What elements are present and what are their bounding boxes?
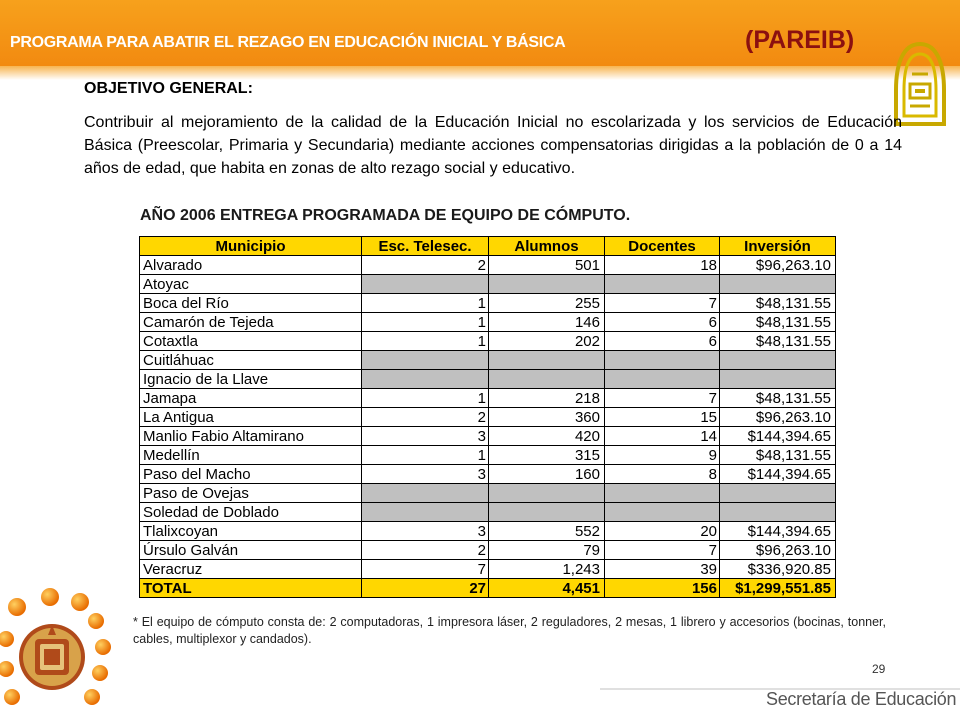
table-row bbox=[140, 389, 836, 408]
municipio-cell: Veracruz bbox=[140, 560, 362, 579]
value-cell bbox=[489, 484, 605, 503]
objective-text: Contribuir al mejoramiento de la calidad de la Educación Inicial no escolarizada y los servicios de Educación Básica (Preescolar, Primaria y Secundaria) mediante acciones compensatorias dirigidas a la población de 0 a 14 años de edad, que habita en zonas de alto rezago social y educativo. bbox=[84, 114, 902, 177]
value-cell: 2 bbox=[362, 541, 489, 560]
value-cell: 3 bbox=[362, 522, 489, 541]
value-cell: 7 bbox=[362, 560, 489, 579]
value-cell: 315 bbox=[489, 446, 605, 465]
municipio-cell: Úrsulo Galván bbox=[140, 541, 362, 560]
municipio-cell: Medellín bbox=[140, 446, 362, 465]
value-cell: 360 bbox=[489, 408, 605, 427]
municipio-cell: Cuitláhuac bbox=[140, 351, 362, 370]
municipio-cell: Jamapa bbox=[140, 389, 362, 408]
table-row bbox=[140, 370, 836, 389]
header-alumnos: Alumnos bbox=[489, 237, 605, 256]
municipio-cell: Boca del Río bbox=[140, 294, 362, 313]
table-row bbox=[140, 313, 836, 332]
table-body bbox=[140, 256, 836, 598]
total-row bbox=[140, 579, 836, 598]
municipio-cell: Paso del Macho bbox=[140, 465, 362, 484]
table-row bbox=[140, 332, 836, 351]
total-label: TOTAL bbox=[140, 579, 362, 598]
table-row bbox=[140, 408, 836, 427]
value-cell: 20 bbox=[605, 522, 720, 541]
value-cell: 255 bbox=[489, 294, 605, 313]
header-inversion: Inversión bbox=[720, 237, 836, 256]
municipio-cell: Alvarado bbox=[140, 256, 362, 275]
value-cell: 8 bbox=[605, 465, 720, 484]
total-value: $1,299,551.85 bbox=[720, 579, 836, 598]
value-cell: 2 bbox=[362, 408, 489, 427]
value-cell bbox=[489, 351, 605, 370]
value-cell: 1 bbox=[362, 313, 489, 332]
value-cell: 146 bbox=[489, 313, 605, 332]
value-cell: 552 bbox=[489, 522, 605, 541]
value-cell: 1 bbox=[362, 446, 489, 465]
value-cell bbox=[362, 484, 489, 503]
value-cell bbox=[720, 503, 836, 522]
value-cell: 1 bbox=[362, 389, 489, 408]
value-cell bbox=[720, 275, 836, 294]
value-cell bbox=[362, 503, 489, 522]
municipio-cell: Ignacio de la Llave bbox=[140, 370, 362, 389]
value-cell bbox=[720, 351, 836, 370]
value-cell: 14 bbox=[605, 427, 720, 446]
value-cell: 7 bbox=[605, 541, 720, 560]
value-cell: 7 bbox=[605, 294, 720, 313]
value-cell: 501 bbox=[489, 256, 605, 275]
value-cell bbox=[605, 484, 720, 503]
municipio-cell: Manlio Fabio Altamirano bbox=[140, 427, 362, 446]
value-cell bbox=[489, 370, 605, 389]
value-cell: 39 bbox=[605, 560, 720, 579]
total-value: 4,451 bbox=[489, 579, 605, 598]
footnote: * El equipo de cómputo consta de: 2 computadoras, 1 impresora láser, 2 reguladores, 2 mesas, 1 librero y accesorios (bocinas, tonner, cables, multiplexor y candados). bbox=[133, 615, 886, 646]
table-row bbox=[140, 351, 836, 370]
value-cell bbox=[605, 503, 720, 522]
value-cell bbox=[605, 275, 720, 294]
value-cell: $96,263.10 bbox=[720, 541, 836, 560]
value-cell: 1 bbox=[362, 294, 489, 313]
table-row bbox=[140, 446, 836, 465]
value-cell: 202 bbox=[489, 332, 605, 351]
table-header-row bbox=[140, 237, 836, 256]
total-value: 27 bbox=[362, 579, 489, 598]
value-cell bbox=[720, 484, 836, 503]
table-row bbox=[140, 256, 836, 275]
value-cell: 2 bbox=[362, 256, 489, 275]
value-cell: 3 bbox=[362, 427, 489, 446]
value-cell: 420 bbox=[489, 427, 605, 446]
objective-heading: OBJETIVO GENERAL: bbox=[84, 80, 253, 97]
value-cell: 160 bbox=[489, 465, 605, 484]
table-row bbox=[140, 275, 836, 294]
value-cell: $48,131.55 bbox=[720, 332, 836, 351]
value-cell bbox=[362, 275, 489, 294]
header-esc-telesec: Esc. Telesec. bbox=[362, 237, 489, 256]
value-cell: 3 bbox=[362, 465, 489, 484]
value-cell: $336,920.85 bbox=[720, 560, 836, 579]
value-cell: 9 bbox=[605, 446, 720, 465]
ministry-name: Secretaría de Educación bbox=[766, 689, 957, 709]
value-cell: 218 bbox=[489, 389, 605, 408]
table-row bbox=[140, 294, 836, 313]
value-cell: $144,394.65 bbox=[720, 465, 836, 484]
equipment-table bbox=[139, 236, 836, 598]
municipio-cell: Atoyac bbox=[140, 275, 362, 294]
municipio-cell: Cotaxtla bbox=[140, 332, 362, 351]
value-cell: 18 bbox=[605, 256, 720, 275]
value-cell: $96,263.10 bbox=[720, 256, 836, 275]
value-cell bbox=[605, 370, 720, 389]
value-cell bbox=[362, 370, 489, 389]
table-row bbox=[140, 484, 836, 503]
municipio-cell: La Antigua bbox=[140, 408, 362, 427]
municipio-cell: Paso de Ovejas bbox=[140, 484, 362, 503]
municipio-cell: Soledad de Doblado bbox=[140, 503, 362, 522]
veracruz-seal-icon bbox=[0, 585, 125, 720]
value-cell: 1 bbox=[362, 332, 489, 351]
municipio-cell: Tlalixcoyan bbox=[140, 522, 362, 541]
program-acronym: (PAREIB) bbox=[745, 26, 855, 54]
table-title: AÑO 2006 ENTREGA PROGRAMADA DE EQUIPO DE CÓMPUTO. bbox=[140, 207, 631, 224]
total-value: 156 bbox=[605, 579, 720, 598]
table-row bbox=[140, 522, 836, 541]
value-cell: $144,394.65 bbox=[720, 427, 836, 446]
value-cell: $144,394.65 bbox=[720, 522, 836, 541]
value-cell bbox=[720, 370, 836, 389]
municipio-cell: Camarón de Tejeda bbox=[140, 313, 362, 332]
value-cell bbox=[489, 275, 605, 294]
table-row bbox=[140, 541, 836, 560]
program-title: PROGRAMA PARA ABATIR EL REZAGO EN EDUCACIÓN INICIAL Y BÁSICA bbox=[10, 34, 566, 51]
table-row bbox=[140, 465, 836, 484]
value-cell: $96,263.10 bbox=[720, 408, 836, 427]
value-cell bbox=[362, 351, 489, 370]
value-cell: $48,131.55 bbox=[720, 294, 836, 313]
value-cell: 1,243 bbox=[489, 560, 605, 579]
value-cell: $48,131.55 bbox=[720, 313, 836, 332]
value-cell: 7 bbox=[605, 389, 720, 408]
header-docentes: Docentes bbox=[605, 237, 720, 256]
value-cell bbox=[489, 503, 605, 522]
value-cell: $48,131.55 bbox=[720, 389, 836, 408]
page-number: 29 bbox=[872, 662, 886, 676]
value-cell bbox=[605, 351, 720, 370]
header-fade bbox=[0, 66, 960, 80]
table-row bbox=[140, 560, 836, 579]
value-cell: $48,131.55 bbox=[720, 446, 836, 465]
value-cell: 79 bbox=[489, 541, 605, 560]
header-municipio: Municipio bbox=[140, 237, 362, 256]
value-cell: 15 bbox=[605, 408, 720, 427]
value-cell: 6 bbox=[605, 332, 720, 351]
table-row bbox=[140, 427, 836, 446]
value-cell: 6 bbox=[605, 313, 720, 332]
table-row bbox=[140, 503, 836, 522]
